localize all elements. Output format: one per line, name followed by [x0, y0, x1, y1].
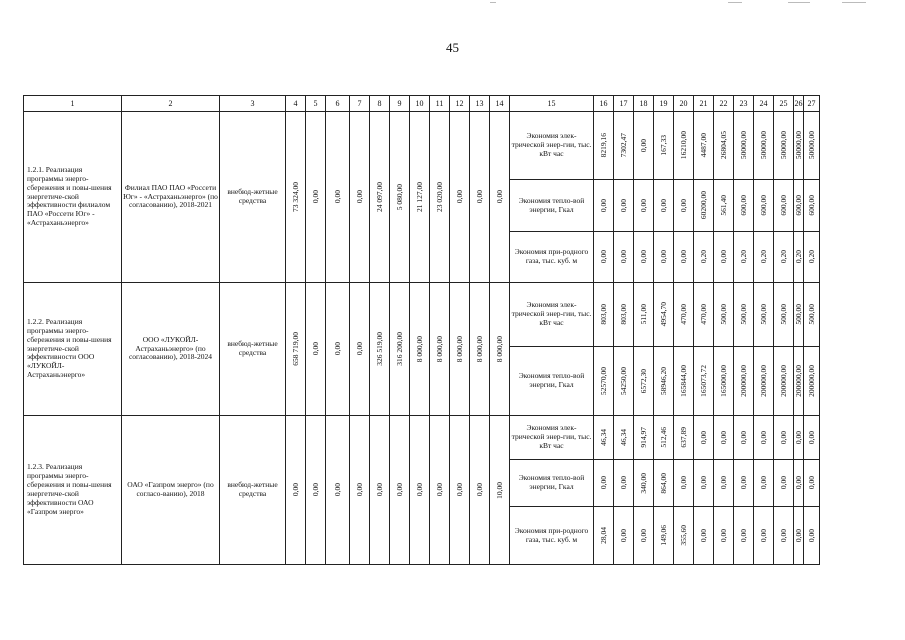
indicator-value [733, 111, 754, 180]
column-header: 24 [753, 95, 774, 112]
cell-value: 0,00 [779, 528, 788, 543]
finance-cell [489, 111, 510, 283]
indicator-value [693, 179, 714, 232]
indicator-value [613, 179, 634, 232]
indicator-value [593, 111, 614, 180]
cell-value: 803,00 [619, 304, 628, 325]
indicator-value [773, 231, 794, 283]
cell-value: 50000,00 [794, 131, 803, 160]
finance-cell [389, 282, 410, 416]
indicator-value [613, 506, 634, 565]
indicator-value [803, 415, 820, 460]
cell-value: 8219,16 [599, 133, 608, 158]
column-header: 27 [803, 95, 820, 112]
finance-cell [469, 282, 490, 416]
indicator-value [593, 282, 614, 347]
cell-value: 0,00 [311, 342, 320, 356]
cell-value: 500,00 [794, 304, 803, 325]
column-header: 13 [469, 95, 490, 112]
cell-value: 50000,00 [779, 131, 788, 160]
cell-value: 200000,00 [759, 365, 768, 397]
column-header: 17 [613, 95, 634, 112]
cell-value: 0,00 [659, 250, 668, 264]
cell-value: 0,00 [639, 198, 648, 213]
indicator-value [733, 179, 754, 232]
cell-value: 0,00 [719, 250, 728, 264]
indicator-value [693, 346, 714, 416]
cell-value: 326 519,00 [375, 332, 384, 366]
cell-value: 0,00 [807, 528, 816, 543]
indicator-value [803, 459, 820, 507]
finance-cell [369, 282, 390, 416]
cell-value: 0,00 [779, 476, 788, 490]
indicator-value [773, 179, 794, 232]
column-header: 23 [733, 95, 754, 112]
cell-value: 355,60 [679, 525, 688, 546]
indicator-value [803, 231, 820, 283]
indicator-value [713, 111, 734, 180]
column-header: 5 [305, 95, 326, 112]
indicator-value [733, 282, 754, 347]
cell-value: 0,00 [794, 476, 803, 490]
indicator-value [593, 179, 614, 232]
cell-value: 500,00 [807, 304, 816, 325]
indicator-value [773, 111, 794, 180]
indicator-value [673, 459, 694, 507]
cell-value: 600,00 [794, 195, 803, 216]
cell-value: 8 000,00 [455, 335, 464, 363]
cell-value: 60200,00 [699, 191, 708, 220]
indicator-value [753, 346, 774, 416]
indicator-value [733, 231, 754, 283]
cell-value: 0,20 [794, 250, 803, 264]
executor-name: ОАО «Газпром энерго» (по согласо-ванию), 2018 [121, 415, 220, 565]
cell-value: 0,20 [759, 250, 768, 264]
cell-value: 0,00 [333, 483, 342, 497]
indicator-name: Экономия элек-трической энер-гии, тыс. кВт час [509, 415, 594, 460]
indicator-value [633, 111, 654, 180]
column-header: 1 [23, 95, 122, 112]
indicator-value [593, 506, 614, 565]
finance-cell [489, 415, 510, 565]
cell-value: 0,00 [599, 476, 608, 490]
cell-value: 0,00 [355, 483, 364, 497]
finance-cell [409, 415, 430, 565]
finance-cell [325, 111, 350, 283]
cell-value: 73 324,00 [291, 182, 300, 212]
cell-value: 0,00 [619, 476, 628, 490]
cell-value: 0,00 [333, 342, 342, 356]
indicator-value [673, 231, 694, 283]
column-header: 2 [121, 95, 220, 112]
finance-cell [449, 415, 470, 565]
indicator-value [773, 506, 794, 565]
cell-value: 864,00 [659, 472, 668, 494]
finance-cell [349, 282, 370, 416]
cell-value: 0,00 [807, 476, 816, 490]
indicator-value [613, 282, 634, 347]
finance-cell [489, 282, 510, 416]
cell-value: 0,00 [435, 483, 444, 497]
column-header: 12 [449, 95, 470, 112]
cell-value: 470,00 [699, 304, 708, 325]
cell-value: 500,00 [719, 304, 728, 325]
indicator-value [753, 179, 774, 232]
indicator-value [633, 282, 654, 347]
cell-value: 46,34 [619, 429, 628, 446]
cell-value: 0,00 [311, 190, 320, 204]
cell-value: 165073,72 [699, 365, 708, 397]
indicator-value [733, 506, 754, 565]
indicator-value [673, 415, 694, 460]
cell-value: 0,20 [739, 250, 748, 264]
cell-value: 200000,00 [807, 365, 816, 397]
indicator-value [693, 459, 714, 507]
cell-value: 58946,20 [659, 366, 668, 396]
finance-cell [305, 282, 326, 416]
indicator-value [803, 179, 820, 232]
cell-value: 16210,00 [679, 131, 688, 160]
cell-value: 0,00 [599, 198, 608, 213]
cell-value: 600,00 [759, 195, 768, 216]
cell-value: 0,00 [455, 483, 464, 497]
cell-value: 561,40 [719, 195, 728, 216]
cell-value: 200000,00 [779, 365, 788, 397]
cell-value: 7302,47 [619, 133, 628, 158]
indicator-value [693, 111, 714, 180]
indicator-value [673, 346, 694, 416]
cell-value: 50000,00 [739, 131, 748, 160]
indicator-value [803, 111, 820, 180]
indicator-name: Экономия тепло-вой энергии, Гкал [509, 346, 594, 416]
cell-value: 0,00 [495, 190, 504, 204]
finance-cell [449, 282, 470, 416]
measure-name: 1.2.3. Реализация программы энерго-сбережения и повы-шения энергетиче-ской эффективности ОАО «Газпром энерго» [23, 415, 122, 565]
finance-cell [409, 282, 430, 416]
indicator-value [713, 459, 734, 507]
indicator-value [753, 459, 774, 507]
cell-value: 8 000,00 [475, 335, 484, 363]
funding-source: внебюд-жетные средства [219, 282, 286, 416]
cell-value: 600,00 [807, 195, 816, 216]
cell-value: 0,00 [807, 430, 816, 445]
cell-value: 0,00 [475, 190, 484, 204]
cell-value: 0,00 [599, 250, 608, 264]
indicator-value [613, 346, 634, 416]
cell-value: 0,00 [739, 476, 748, 490]
finance-cell [305, 111, 326, 283]
indicator-value [633, 346, 654, 416]
column-header: 19 [653, 95, 674, 112]
cell-value: 26804,05 [719, 131, 728, 160]
indicator-value [733, 459, 754, 507]
column-header: 15 [509, 95, 594, 112]
cell-value: 10,00 [495, 481, 504, 499]
indicator-value [633, 506, 654, 565]
finance-cell [349, 111, 370, 283]
cell-value: 0,00 [333, 190, 342, 204]
column-header: 7 [349, 95, 370, 112]
indicator-value [633, 459, 654, 507]
cell-value: 28,04 [599, 527, 608, 544]
cell-value: 0,00 [475, 483, 484, 497]
finance-cell [369, 415, 390, 565]
indicator-value [613, 415, 634, 460]
column-header: 25 [773, 95, 794, 112]
cell-value: 52570,00 [599, 366, 608, 396]
finance-cell [389, 111, 410, 283]
column-header: 9 [389, 95, 410, 112]
cell-value: 512,46 [659, 427, 668, 448]
cell-value: 21 127,00 [415, 182, 424, 212]
cell-value: 0,00 [699, 528, 708, 543]
indicator-value [753, 415, 774, 460]
indicator-value [613, 111, 634, 180]
executor-name: ООО «ЛУКОЙЛ-Астраханьэнерго» (по согласованию), 2018-2024 [121, 282, 220, 416]
column-header: 16 [593, 95, 614, 112]
indicator-value [733, 415, 754, 460]
cell-value: 803,00 [599, 304, 608, 325]
cell-value: 0,00 [455, 190, 464, 204]
indicator-value [653, 111, 674, 180]
column-header: 10 [409, 95, 430, 112]
funding-source: внебюд-жетные средства [219, 111, 286, 283]
cell-value: 54250,00 [619, 366, 628, 396]
column-header: 8 [369, 95, 390, 112]
cell-value: 0,00 [699, 430, 708, 445]
cell-value: 511,00 [639, 304, 648, 325]
finance-cell [369, 111, 390, 283]
indicator-value [753, 111, 774, 180]
finance-cell [449, 111, 470, 283]
finance-cell [389, 415, 410, 565]
finance-cell [429, 111, 450, 283]
finance-cell [469, 111, 490, 283]
cell-value: 0,00 [375, 483, 384, 497]
indicator-value [653, 415, 674, 460]
indicator-value [653, 346, 674, 416]
cell-value: 0,00 [355, 190, 364, 204]
cell-value: 470,00 [679, 304, 688, 325]
indicator-value [713, 346, 734, 416]
indicator-value [633, 179, 654, 232]
column-header: 3 [219, 95, 286, 112]
cell-value: 500,00 [759, 304, 768, 325]
cell-value: 0,20 [699, 250, 708, 264]
indicator-value [593, 346, 614, 416]
cell-value: 0,00 [739, 528, 748, 543]
indicator-value [653, 459, 674, 507]
cell-value: 500,00 [779, 304, 788, 325]
column-header: 18 [633, 95, 654, 112]
indicator-value [753, 282, 774, 347]
cell-value: 24 097,00 [375, 182, 384, 212]
indicator-value [733, 346, 754, 416]
indicator-value [713, 179, 734, 232]
finance-cell [349, 415, 370, 565]
indicator-value [653, 282, 674, 347]
finance-cell [325, 282, 350, 416]
indicator-value [713, 415, 734, 460]
indicator-value [773, 415, 794, 460]
cell-value: 167,33 [659, 135, 668, 156]
indicator-value [653, 179, 674, 232]
column-header: 4 [285, 95, 306, 112]
cell-value: 4487,00 [699, 133, 708, 158]
indicator-value [633, 415, 654, 460]
indicator-value [713, 506, 734, 565]
indicator-value [713, 231, 734, 283]
cell-value: 46,34 [599, 429, 608, 446]
indicator-value [613, 231, 634, 283]
cell-value: 0,00 [395, 483, 404, 497]
column-header: 11 [429, 95, 450, 112]
cell-value: 0,00 [794, 430, 803, 445]
page-number: 45 [446, 40, 459, 55]
column-header: 20 [673, 95, 694, 112]
indicator-value [693, 231, 714, 283]
cell-value: 0,00 [779, 430, 788, 445]
cell-value: 200000,00 [794, 365, 803, 397]
cell-value: 200000,00 [739, 365, 748, 397]
cell-value: 0,00 [639, 528, 648, 543]
indicator-value [753, 231, 774, 283]
column-header: 26 [793, 95, 804, 112]
indicator-value [613, 459, 634, 507]
indicator-value [773, 282, 794, 347]
cell-value: 914,97 [639, 427, 648, 448]
indicator-value [673, 282, 694, 347]
cell-value: 8 000,00 [435, 335, 444, 363]
indicator-value [693, 282, 714, 347]
cell-value: 165000,00 [719, 365, 728, 397]
cell-value: 0,00 [415, 483, 424, 497]
cell-value: 0,00 [759, 476, 768, 490]
cell-value: 4954,70 [659, 302, 668, 327]
scan-artifacts [470, 0, 870, 6]
indicator-value [753, 506, 774, 565]
cell-value: 0,00 [719, 528, 728, 543]
column-header: 6 [325, 95, 350, 112]
cell-value: 0,00 [639, 138, 648, 153]
cell-value: 0,00 [794, 528, 803, 543]
cell-value: 600,00 [739, 195, 748, 216]
indicator-value [773, 459, 794, 507]
indicator-value [653, 231, 674, 283]
finance-cell [469, 415, 490, 565]
cell-value: 0,00 [355, 342, 364, 356]
funding-source: внебюд-жетные средства [219, 415, 286, 565]
indicator-name: Экономия тепло-вой энергии, Гкал [509, 459, 594, 507]
indicator-value [673, 111, 694, 180]
cell-value: 0,00 [739, 430, 748, 445]
measure-name: 1.2.2. Реализация программы энерго-сбережения и повы-шения энергетиче-ской эффективности ООО «ЛУКОЙЛ-Астраханьэнерго» [23, 282, 122, 416]
indicator-value [653, 506, 674, 565]
indicator-value [713, 282, 734, 347]
cell-value: 0,00 [619, 250, 628, 264]
cell-value: 0,00 [679, 198, 688, 213]
cell-value: 658 719,00 [291, 332, 300, 366]
indicator-value [593, 415, 614, 460]
finance-cell [285, 111, 306, 283]
cell-value: 0,00 [311, 483, 320, 497]
cell-value: 0,20 [779, 250, 788, 264]
cell-value: 0,00 [619, 198, 628, 213]
indicator-name: Экономия при-родного газа, тыс. куб. м [509, 231, 594, 283]
indicator-value [803, 346, 820, 416]
cell-value: 0,00 [639, 250, 648, 264]
indicator-value [773, 346, 794, 416]
indicator-value [693, 415, 714, 460]
cell-value: 0,00 [719, 430, 728, 445]
data-table [24, 96, 880, 565]
cell-value: 0,00 [759, 430, 768, 445]
cell-value: 8 000,00 [415, 335, 424, 363]
cell-value: 165844,00 [679, 365, 688, 397]
cell-value: 316 200,00 [395, 332, 404, 366]
column-header: 14 [489, 95, 510, 112]
cell-value: 0,00 [659, 198, 668, 213]
executor-name: Филиал ПАО ПАО «Россети Юг» - «Астраханьэнерго» (по согласованию), 2018-2021 [121, 111, 220, 283]
finance-cell [429, 282, 450, 416]
column-header: 21 [693, 95, 714, 112]
cell-value: 5 080,00 [395, 183, 404, 211]
finance-cell [429, 415, 450, 565]
cell-value: 600,00 [779, 195, 788, 216]
cell-value: 149,06 [659, 525, 668, 546]
indicator-name: Экономия элек-трической энер-гии, тыс. кВт час [509, 282, 594, 347]
indicator-value [803, 506, 820, 565]
cell-value: 0,00 [719, 476, 728, 490]
cell-value: 8 000,00 [495, 335, 504, 363]
cell-value: 0,00 [619, 528, 628, 543]
indicator-value [803, 282, 820, 347]
cell-value: 0,00 [699, 476, 708, 490]
cell-value: 0,00 [759, 528, 768, 543]
cell-value: 500,00 [739, 304, 748, 325]
indicator-value [593, 459, 614, 507]
indicator-value [673, 506, 694, 565]
finance-cell [409, 111, 430, 283]
finance-cell [285, 282, 306, 416]
indicator-name: Экономия тепло-вой энергии, Гкал [509, 179, 594, 232]
column-header: 22 [713, 95, 734, 112]
cell-value: 637,89 [679, 427, 688, 448]
indicator-name: Экономия при-родного газа, тыс. куб. м [509, 506, 594, 565]
cell-value: 0,00 [679, 476, 688, 490]
indicator-value [673, 179, 694, 232]
finance-cell [325, 415, 350, 565]
cell-value: 340,00 [639, 472, 648, 494]
cell-value: 0,20 [807, 250, 816, 264]
measure-name: 1.2.1. Реализация программы энерго-сбережения и повы-шения энергетиче-ской эффективности филиалом ПАО «Россети Юг» - «Астраханьэнерго» [23, 111, 122, 283]
finance-cell [305, 415, 326, 565]
cell-value: 50000,00 [807, 131, 816, 160]
finance-cell [285, 415, 306, 565]
indicator-name: Экономия элек-трической энер-гии, тыс. кВт час [509, 111, 594, 180]
cell-value: 0,00 [679, 250, 688, 264]
indicator-value [633, 231, 654, 283]
cell-value: 6572,30 [639, 368, 648, 394]
cell-value: 23 020,00 [435, 182, 444, 212]
indicator-value [693, 506, 714, 565]
cell-value: 50000,00 [759, 131, 768, 160]
cell-value: 0,00 [291, 483, 300, 497]
indicator-value [593, 231, 614, 283]
